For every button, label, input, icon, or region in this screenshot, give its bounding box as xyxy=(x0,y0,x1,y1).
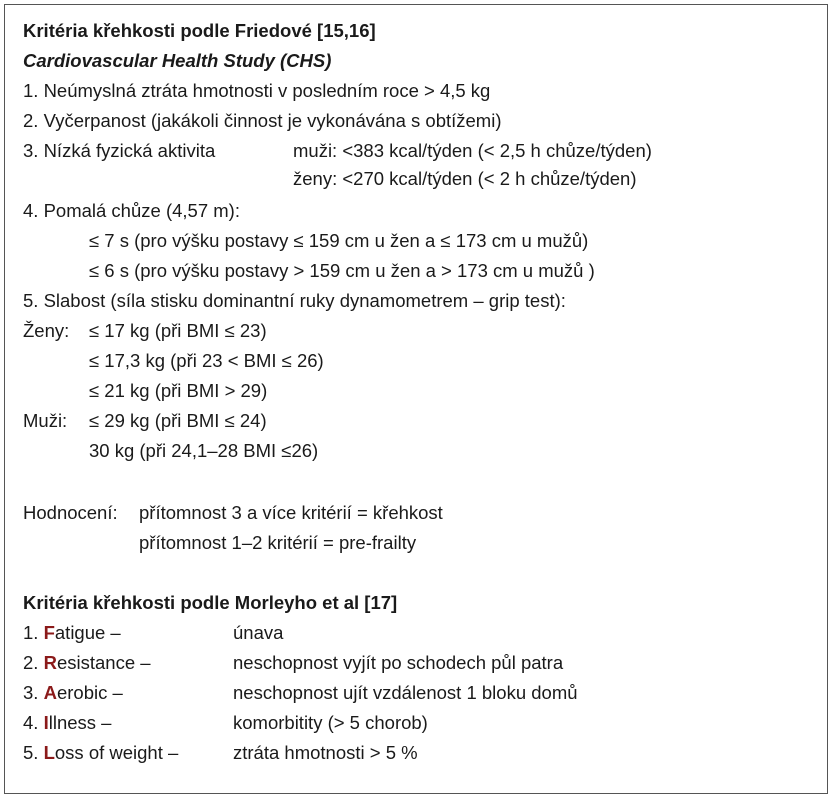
morley-item-term: erobic – xyxy=(56,682,123,703)
morley-item xyxy=(23,741,178,765)
evaluation-label: Hodnocení: xyxy=(23,502,118,523)
morley-item-number: 2. xyxy=(23,652,39,673)
morley-item-description: ztráta hmotnosti > 5 % xyxy=(233,742,418,763)
fried-criterion-4-a: ≤ 7 s (pro výšku postavy ≤ 159 cm u žen a ≤ 173 cm u mužů) xyxy=(89,230,589,251)
fried-criterion-5-label: 5. Slabost (síla stisku dominantní ruky dynamometrem – grip test): xyxy=(23,290,566,311)
morley-item-letter: L xyxy=(43,742,55,763)
fried-criterion-3-label: 3. Nízká fyzická aktivita xyxy=(23,140,216,161)
morley-item-number: 5. xyxy=(23,742,39,763)
morley-item-term: atigue – xyxy=(54,622,121,643)
fried-criterion-3-women: ženy: <270 kcal/týden (< 2 h chůze/týden) xyxy=(293,168,637,189)
women-threshold-1: ≤ 17 kg (při BMI ≤ 23) xyxy=(89,320,267,341)
morley-item-description: únava xyxy=(233,622,284,643)
morley-item-term: esistance – xyxy=(56,652,151,673)
fried-title: Kritéria křehkosti podle Friedové [15,16] xyxy=(23,20,376,41)
fried-subtitle: Cardiovascular Health Study (CHS) xyxy=(23,50,332,71)
morley-item-term: llness – xyxy=(48,712,112,733)
evaluation-1: přítomnost 3 a více kritérií = křehkost xyxy=(139,502,443,523)
men-threshold-1: ≤ 29 kg (při BMI ≤ 24) xyxy=(89,410,267,431)
morley-item xyxy=(23,711,111,735)
morley-item-number: 1. xyxy=(23,622,39,643)
morley-item-term: oss of weight – xyxy=(54,742,179,763)
morley-title: Kritéria křehkosti podle Morleyho et al [17] xyxy=(23,592,398,613)
fried-criterion-4-b: ≤ 6 s (pro výšku postavy > 159 cm u žen a > 173 cm u mužů ) xyxy=(89,260,595,281)
morley-item xyxy=(23,651,151,675)
morley-item xyxy=(23,681,123,705)
morley-item-letter: A xyxy=(43,682,57,703)
fried-criterion-2: 2. Vyčerpanost (jakákoli činnost je vykonávána s obtížemi) xyxy=(23,110,502,131)
morley-item-description: neschopnost vyjít po schodech půl patra xyxy=(233,652,564,673)
morley-item-letter: R xyxy=(43,652,57,673)
men-label: Muži: xyxy=(23,410,68,431)
morley-item-letter: I xyxy=(43,712,49,733)
morley-item-description: komorbitity (> 5 chorob) xyxy=(233,712,428,733)
morley-item-number: 3. xyxy=(23,682,39,703)
morley-item-letter: F xyxy=(43,622,55,643)
morley-item xyxy=(23,621,121,645)
men-threshold-2: 30 kg (při 24,1–28 BMI ≤26) xyxy=(89,440,319,461)
fried-criterion-4-label: 4. Pomalá chůze (4,57 m): xyxy=(23,200,240,221)
morley-item-description: neschopnost ujít vzdálenost 1 bloku domů xyxy=(233,682,578,703)
women-threshold-2: ≤ 17,3 kg (při 23 < BMI ≤ 26) xyxy=(89,350,324,371)
morley-item-number: 4. xyxy=(23,712,39,733)
women-label: Ženy: xyxy=(23,320,70,341)
women-threshold-3: ≤ 21 kg (při BMI > 29) xyxy=(89,380,268,401)
fried-criterion-1: 1. Neúmyslná ztráta hmotnosti v posledním roce > 4,5 kg xyxy=(23,80,491,101)
frailty-criteria-box xyxy=(4,4,828,794)
evaluation-2: přítomnost 1–2 kritérií = pre-frailty xyxy=(139,532,417,553)
fried-criterion-3-men: muži: <383 kcal/týden (< 2,5 h chůze/týden) xyxy=(293,140,652,161)
